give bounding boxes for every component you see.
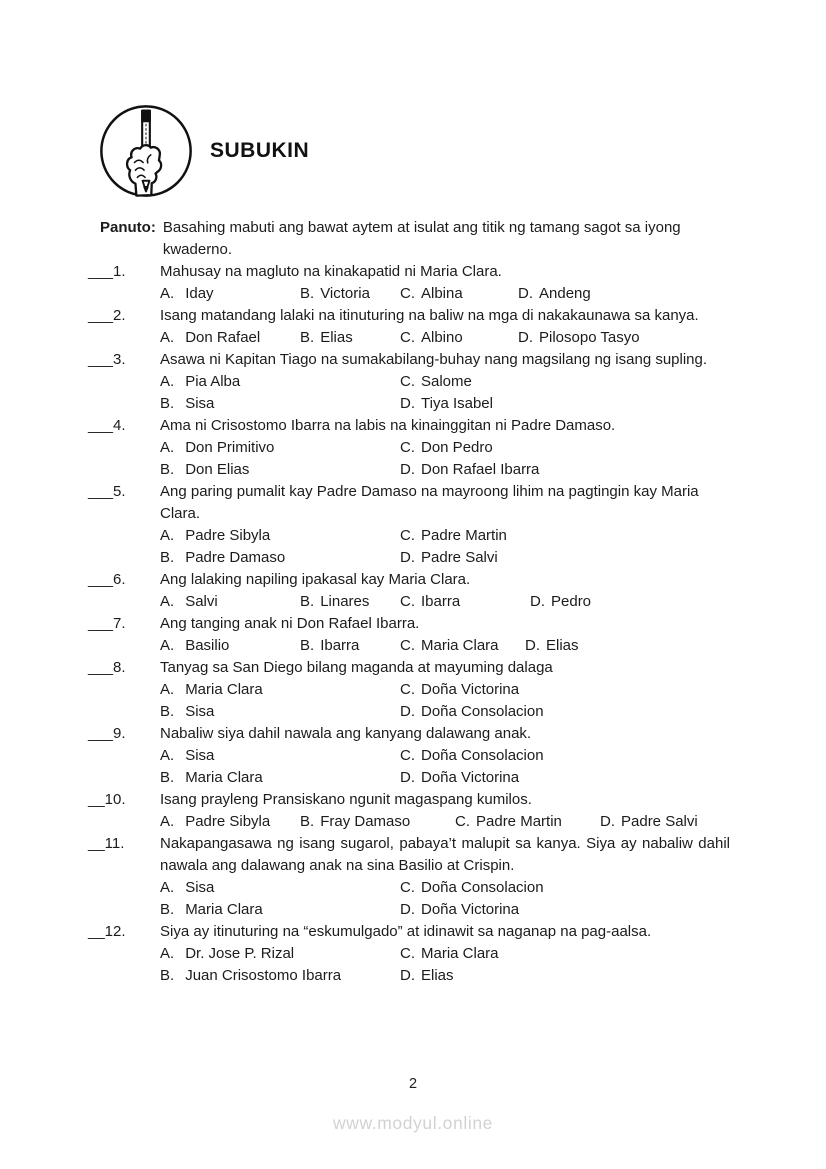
option-b [160, 899, 400, 921]
option-letter: A. [160, 681, 175, 698]
option-a [160, 591, 300, 613]
question-body [160, 481, 730, 569]
question-row [88, 657, 745, 723]
option-letter: B. [160, 967, 175, 984]
options-row [160, 283, 730, 305]
option-text: Padre Damaso [185, 549, 286, 566]
question-number: ___5. [88, 483, 126, 500]
option-a [160, 943, 400, 965]
option-letter: B. [160, 461, 175, 478]
question-text: Mahusay na magluto na kinakapatid ni Maria Clara. [160, 263, 502, 280]
option-d [400, 701, 730, 723]
option-letter: A. [160, 373, 175, 390]
option-a [160, 371, 400, 393]
option-letter: A. [160, 747, 175, 764]
quiz-header [98, 103, 309, 199]
option-text: Doña Victorina [421, 769, 520, 786]
option-d [518, 283, 730, 305]
option-text: Elias [546, 637, 579, 654]
options-row [160, 811, 730, 833]
option-letter: B. [160, 395, 175, 412]
option-text: Elias [421, 967, 454, 984]
options-row [160, 371, 730, 415]
page-number: 2 [408, 1076, 418, 1092]
question-body [160, 723, 730, 789]
option-letter: D. [600, 813, 615, 830]
option-text: Padre Sibyla [185, 813, 271, 830]
option-a [160, 437, 400, 459]
option-text: Juan Crisostomo Ibarra [185, 967, 342, 984]
option-letter: C. [400, 439, 415, 456]
option-b [300, 591, 400, 613]
option-letter: A. [160, 945, 175, 962]
option-b [160, 767, 400, 789]
option-a [160, 635, 300, 657]
option-letter: C. [400, 681, 415, 698]
option-c [400, 943, 730, 965]
question-text: Nabaliw siya dahil nawala ang kanyang dalawang anak. [160, 725, 532, 742]
options-row [160, 877, 730, 921]
options-row [160, 591, 730, 613]
option-text: Albino [421, 329, 463, 346]
question-body [160, 305, 730, 349]
option-c [400, 525, 730, 547]
question-row [88, 481, 745, 569]
option-text: Don Pedro [421, 439, 493, 456]
option-letter: D. [518, 329, 533, 346]
option-letter: A. [160, 813, 175, 830]
question-number: __12. [88, 923, 126, 940]
option-b [300, 327, 400, 349]
option-text: Pilosopo Tasyo [539, 329, 640, 346]
option-letter: B. [160, 703, 175, 720]
option-letter: A. [160, 593, 175, 610]
option-letter: A. [160, 527, 175, 544]
watermark-text: www.modyul.online [333, 1113, 493, 1133]
options-row [160, 525, 730, 569]
question-row [88, 261, 745, 305]
question-number: ___3. [88, 351, 126, 368]
option-c [400, 371, 730, 393]
option-text: Maria Clara [185, 681, 263, 698]
option-text: Fray Damaso [320, 813, 411, 830]
option-c [400, 877, 730, 899]
option-letter: D. [518, 285, 533, 302]
question-number: ___6. [88, 571, 126, 588]
page-title: SUBUKIN [210, 139, 310, 162]
option-letter: D. [400, 769, 415, 786]
option-d [518, 327, 730, 349]
option-d [525, 635, 730, 657]
options-row [160, 327, 730, 349]
question-body [160, 921, 730, 987]
option-text: Sisa [185, 395, 215, 412]
option-text: Pedro [551, 593, 592, 610]
question-number: ___7. [88, 615, 126, 632]
option-text: Padre Sibyla [185, 527, 271, 544]
question-number: ___1. [88, 263, 126, 280]
question-text: Isang prayleng Pransiskano ngunit magaspang kumilos. [160, 791, 532, 808]
option-a [160, 877, 400, 899]
option-text: Pia Alba [185, 373, 241, 390]
option-a [160, 679, 400, 701]
option-text: Ibarra [421, 593, 461, 610]
option-d [400, 767, 730, 789]
question-row [88, 833, 745, 921]
options-row [160, 943, 730, 987]
options-row [160, 437, 730, 481]
option-letter: B. [300, 593, 315, 610]
option-letter: C. [400, 747, 415, 764]
option-text: Maria Clara [185, 901, 263, 918]
option-letter: D. [525, 637, 540, 654]
option-letter: B. [300, 285, 315, 302]
option-text: Ibarra [320, 637, 360, 654]
question-body [160, 415, 730, 481]
option-d [400, 965, 730, 987]
option-c [400, 745, 730, 767]
option-letter: B. [160, 769, 175, 786]
option-letter: C. [400, 329, 415, 346]
option-letter: A. [160, 329, 175, 346]
question-body [160, 613, 730, 657]
question-body [160, 789, 730, 833]
option-text: Iday [185, 285, 214, 302]
question-body [160, 261, 730, 305]
option-c [400, 679, 730, 701]
question-body [160, 833, 730, 921]
option-d [400, 899, 730, 921]
option-b [300, 283, 400, 305]
option-text: Salome [421, 373, 472, 390]
option-a [160, 811, 300, 833]
option-letter: C. [400, 527, 415, 544]
option-letter: C. [400, 879, 415, 896]
question-text: Ang lalaking napiling ipakasal kay Maria Clara. [160, 571, 471, 588]
question-row [88, 723, 745, 789]
option-letter: A. [160, 439, 175, 456]
options-row [160, 635, 730, 657]
question-row [88, 305, 745, 349]
option-letter: C. [400, 637, 415, 654]
option-letter: B. [300, 637, 315, 654]
option-letter: D. [400, 461, 415, 478]
option-text: Padre Salvi [621, 813, 698, 830]
option-text: Sisa [185, 879, 215, 896]
option-c [455, 811, 600, 833]
option-text: Don Rafael [185, 329, 261, 346]
option-text: Doña Victorina [421, 681, 520, 698]
question-row [88, 349, 745, 415]
option-c [400, 283, 518, 305]
question-text: Siya ay itinuturing na “eskumulgado” at idinawit sa naganap na pag-aalsa. [160, 923, 652, 940]
question-text: Nakapangasawa ng isang sugarol, pabaya’t malupit sa kanya. Siya ay nabaliw dahil nawala ang dalawang anak na sina Basilio at Crispin. [160, 835, 730, 874]
option-text: Don Primitivo [185, 439, 275, 456]
option-letter: D. [400, 703, 415, 720]
option-b [160, 459, 400, 481]
option-letter: B. [300, 329, 315, 346]
option-text: Padre Martin [421, 527, 507, 544]
option-text: Sisa [185, 703, 215, 720]
option-text: Don Elias [185, 461, 250, 478]
option-text: Victoria [320, 285, 370, 302]
option-letter: B. [300, 813, 315, 830]
option-text: Doña Consolacion [421, 879, 544, 896]
option-text: Salvi [185, 593, 218, 610]
option-a [160, 327, 300, 349]
option-text: Don Rafael Ibarra [421, 461, 540, 478]
question-text: Ang paring pumalit kay Padre Damaso na mayroong lihim na pagtingin kay Maria Clara. [160, 483, 699, 522]
question-row [88, 415, 745, 481]
option-text: Sisa [185, 747, 215, 764]
options-row [160, 679, 730, 723]
option-letter: A. [160, 879, 175, 896]
question-body [160, 349, 730, 415]
option-text: Andeng [539, 285, 591, 302]
option-c [400, 635, 525, 657]
option-a [160, 283, 300, 305]
option-text: Maria Clara [185, 769, 263, 786]
option-a [160, 525, 400, 547]
option-text: Padre Martin [476, 813, 562, 830]
option-text: Tiya Isabel [421, 395, 493, 412]
option-letter: D. [400, 395, 415, 412]
option-b [160, 701, 400, 723]
question-row [88, 789, 745, 833]
option-c [400, 591, 530, 613]
option-text: Doña Victorina [421, 901, 520, 918]
option-letter: C. [400, 945, 415, 962]
option-c [400, 327, 518, 349]
option-d [400, 459, 730, 481]
option-b [160, 393, 400, 415]
option-letter: B. [160, 549, 175, 566]
option-letter: C. [400, 593, 415, 610]
option-text: Dr. Jose P. Rizal [185, 945, 295, 962]
option-b [160, 965, 400, 987]
options-row [160, 745, 730, 789]
option-b [300, 635, 400, 657]
option-letter: C. [400, 285, 415, 302]
option-letter: A. [160, 285, 175, 302]
option-letter: A. [160, 637, 175, 654]
question-number: ___8. [88, 659, 126, 676]
option-d [400, 393, 730, 415]
question-text: Asawa ni Kapitan Tiago na sumakabilang-buhay nang magsilang ng isang supling. [160, 351, 708, 368]
question-body [160, 657, 730, 723]
option-letter: D. [530, 593, 545, 610]
question-text: Tanyag sa San Diego bilang maganda at mayuming dalaga [160, 659, 553, 676]
instructions-label: Panuto: [100, 219, 156, 236]
instructions-text: Basahing mabuti ang bawat aytem at isulat ang titik ng tamang sagot sa iyong kwaderno. [162, 219, 681, 258]
question-body [160, 569, 730, 613]
question-number: ___4. [88, 417, 126, 434]
option-letter: C. [400, 373, 415, 390]
option-text: Elias [320, 329, 353, 346]
instructions-block [100, 217, 708, 261]
question-row [88, 921, 745, 987]
option-text: Doña Consolacion [421, 703, 544, 720]
question-number: __11. [88, 835, 125, 852]
option-d [600, 811, 730, 833]
option-letter: D. [400, 967, 415, 984]
option-b [300, 811, 455, 833]
question-row [88, 569, 745, 613]
question-text: Isang matandang lalaki na itinuturing na baliw na mga di nakakaunawa sa kanya. [160, 307, 699, 324]
option-text: Padre Salvi [421, 549, 498, 566]
option-letter: D. [400, 549, 415, 566]
option-letter: D. [400, 901, 415, 918]
option-text: Maria Clara [421, 945, 499, 962]
option-letter: C. [455, 813, 470, 830]
option-b [160, 547, 400, 569]
questions-list [88, 261, 745, 987]
hand-writing-pencil-icon [98, 103, 194, 199]
option-text: Maria Clara [421, 637, 499, 654]
question-text: Ama ni Crisostomo Ibarra na labis na kinainggitan ni Padre Damaso. [160, 417, 616, 434]
option-text: Albina [421, 285, 463, 302]
question-row [88, 613, 745, 657]
option-c [400, 437, 730, 459]
option-text: Basilio [185, 637, 230, 654]
question-text: Ang tanging anak ni Don Rafael Ibarra. [160, 615, 420, 632]
option-text: Doña Consolacion [421, 747, 544, 764]
question-number: ___9. [88, 725, 126, 742]
option-d [530, 591, 730, 613]
question-number: __10. [88, 791, 126, 808]
option-text: Linares [320, 593, 370, 610]
option-letter: B. [160, 901, 175, 918]
question-number: ___2. [88, 307, 126, 324]
option-d [400, 547, 730, 569]
option-a [160, 745, 400, 767]
